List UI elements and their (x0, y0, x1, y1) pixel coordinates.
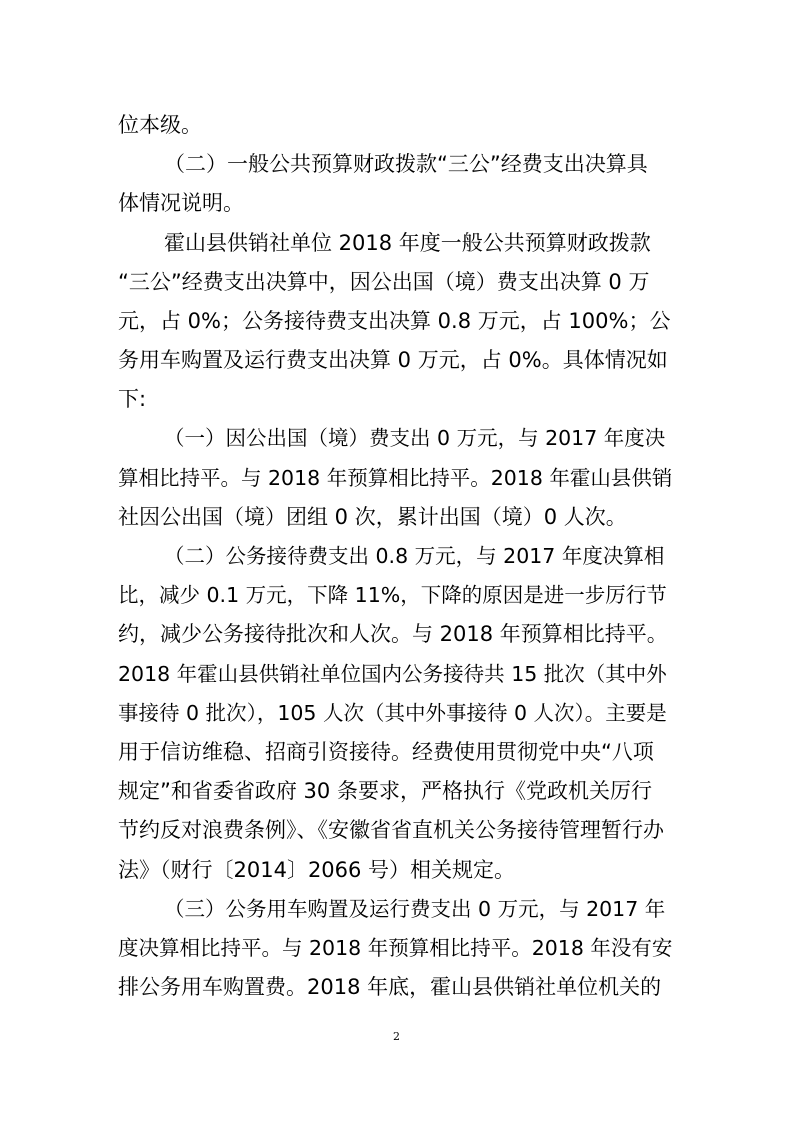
text-line: 体情况说明。 (118, 191, 244, 215)
section-heading: （一）因公出国（境）费支出 0 万元，与 2017 年度决 (164, 426, 666, 450)
text-line: 算相比持平。与 2018 年预算相比持平。2018 年霍山县供销 (118, 466, 673, 490)
text-line: 社因公出国（境）团组 0 次，累计出国（境）0 人次。 (118, 505, 627, 529)
text-line: 排公务用车购置费。2018 年底，霍山县供销社单位机关的 (118, 975, 662, 999)
text-line: 节约反对浪费条例》、《安徽省省直机关公务接待管理暂行办 (118, 818, 664, 842)
section-heading: （二）公务接待费支出 0.8 万元，与 2017 年度决算相 (164, 544, 665, 568)
text-line: 比，减少 0.1 万元，下降 11%，下降的原因是进一步厉行节 (118, 583, 667, 607)
text-line: 位本级。 (118, 113, 202, 137)
text-line: 霍山县供销社单位 2018 年度一般公共预算财政拨款 (164, 231, 651, 255)
text-line: “三公”经费支出决算中，因公出国（境）费支出决算 0 万 (118, 270, 650, 294)
text-line: 务用车购置及运行费支出决算 0 万元，占 0%。具体情况如 (118, 348, 668, 372)
text-line: 约，减少公务接待批次和人次。与 2018 年预算相比持平。 (118, 622, 668, 646)
page-number: 2 (393, 1030, 400, 1043)
text-line: 规定”和省委省政府 30 条要求，严格执行《党政机关厉行 (118, 779, 652, 803)
text-line: 用于信访维稳、招商引资接待。经费使用贯彻党中央“八项 (118, 740, 654, 764)
text-line: 事接待 0 批次），105 人次（其中外事接待 0 人次）。主要是 (118, 701, 667, 725)
text-line: 度决算相比持平。与 2018 年预算相比持平。2018 年没有安 (118, 936, 673, 960)
text-line: 2018 年霍山县供销社单位国内公务接待共 15 批次（其中外 (118, 662, 667, 686)
section-heading: （三）公务用车购置及运行费支出 0 万元，与 2017 年 (164, 897, 666, 921)
text-line: 元，占 0%；公务接待费支出决算 0.8 万元，占 100%；公 (118, 309, 671, 333)
text-line: 下: (118, 387, 147, 411)
section-heading: （二）一般公共预算财政拨款“三公”经费支出决算具 (164, 152, 648, 176)
text-line: 法》（财行〔2014〕2066 号）相关规定。 (118, 858, 516, 882)
